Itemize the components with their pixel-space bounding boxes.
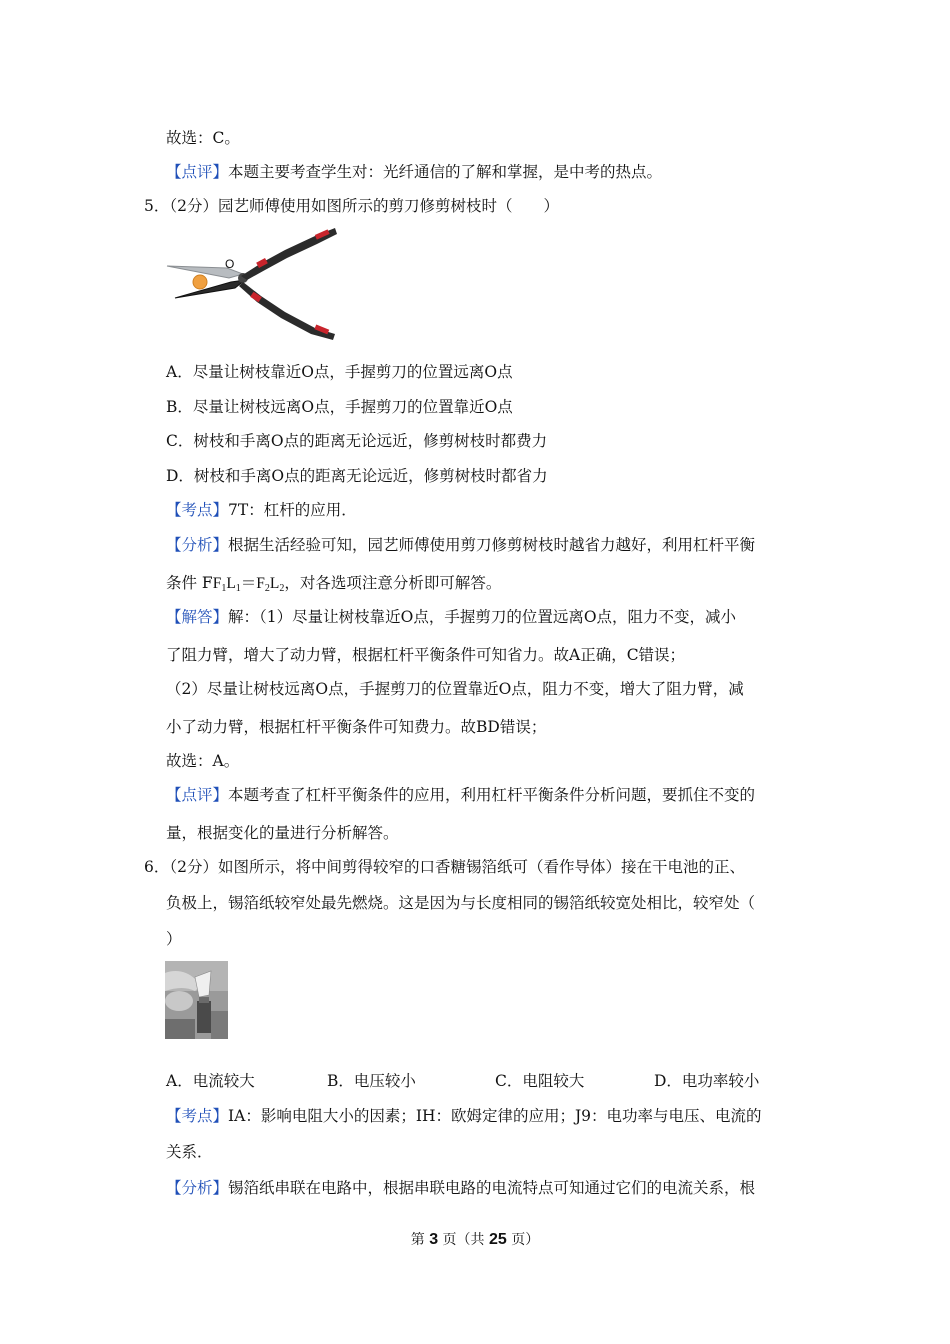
q6-kaodian bbox=[166, 1106, 762, 1126]
q6-option-d: D．电功率较小 bbox=[654, 1072, 760, 1090]
prev-answer: 故选：C。 bbox=[166, 129, 240, 147]
jieda-line-3: （2）尽量让树枝远离O点，手握剪刀的位置靠近O点，阻力不变，增大了阻力臂，减 bbox=[166, 680, 744, 698]
review-tag: 【点评】 bbox=[166, 163, 229, 181]
jieda-tag: 【解答】 bbox=[166, 608, 229, 626]
pruning-shears-figure bbox=[165, 222, 340, 344]
jieda-line-2: 了阻力臂，增大了动力臂，根据杠杆平衡条件可知省力。故A正确，C错误； bbox=[166, 646, 686, 664]
review-tag: 【点评】 bbox=[166, 786, 229, 804]
branch-dot bbox=[193, 275, 207, 289]
kaodian-text: 7T：杠杆的应用． bbox=[228, 501, 357, 519]
q5-option-d: D．树枝和手离O点的距离无论远近，修剪树枝时都省力 bbox=[166, 467, 548, 485]
pivot-label-o: O bbox=[225, 257, 235, 271]
kaodian-line-2: 关系． bbox=[166, 1143, 213, 1161]
fenxi-line-1: 锡箔纸串联在电路中，根据串联电路的电流特点可知通过它们的电流关系，根 bbox=[228, 1179, 756, 1197]
fenxi-line-1: 根据生活经验可知，园艺师傅使用剪刀修剪树枝时越省力越好，利用杠杆平衡 bbox=[228, 536, 756, 554]
battery-body bbox=[197, 1001, 211, 1033]
fenxi-tag: 【分析】 bbox=[166, 536, 229, 554]
fenxi-tag: 【分析】 bbox=[166, 1179, 229, 1197]
q5-kaodian bbox=[166, 500, 357, 520]
q6-option-c: C．电阻较大 bbox=[495, 1072, 585, 1090]
page-footer: 第 3 页（共 25 页） bbox=[410, 1231, 540, 1248]
q5-option-a: A．尽量让树枝靠近O点，手握剪刀的位置远离O点 bbox=[166, 363, 513, 381]
q6-stem-line-3: ） bbox=[166, 930, 182, 948]
lever-formula: $F_1L_1=F_2L_2$ bbox=[212, 575, 285, 594]
q6-fenxi bbox=[166, 1178, 755, 1198]
q6-option-b: B．电压较小 bbox=[327, 1072, 416, 1090]
jieda-line-1: 解：（1）尽量让树枝靠近O点，手握剪刀的位置远离O点，阻力不变，减小 bbox=[228, 608, 737, 626]
page-number: 3 bbox=[429, 1231, 439, 1248]
page-total: 25 bbox=[489, 1231, 507, 1248]
q5-option-b: B．尽量让树枝远离O点，手握剪刀的位置靠近O点 bbox=[166, 398, 513, 416]
q6-stem-line-1: 6．（2分）如图所示，将中间剪得较窄的口香糖锡箔纸可（看作导体）接在干电池的正、 bbox=[144, 858, 745, 876]
q5-review bbox=[166, 785, 755, 805]
review-line-2: 量，根据变化的量进行分析解答。 bbox=[166, 824, 399, 842]
review-line-1: 本题考查了杠杆平衡条件的应用，利用杠杆平衡条件分析问题，要抓住不变的 bbox=[228, 786, 756, 804]
q6-stem-line-2: 负极上，锡箔纸较窄处最先燃烧。这是因为与长度相同的锡箔纸较宽处相比，较窄处（ bbox=[166, 894, 756, 912]
kaodian-tag: 【考点】 bbox=[166, 501, 229, 519]
q6-option-a: A．电流较大 bbox=[166, 1072, 255, 1090]
review-text: 本题主要考查学生对：光纤通信的了解和掌握，是中考的热点。 bbox=[228, 163, 663, 181]
q5-fenxi-line-2: 条件 $FF_1L_1=F_2L_2$，对各选项注意分析即可解答。 bbox=[166, 574, 502, 594]
kaodian-line-1: IA：影响电阻大小的因素；IH：欧姆定律的应用；J9：电功率与电压、电流的 bbox=[228, 1107, 762, 1125]
q5-answer: 故选：A。 bbox=[166, 752, 240, 770]
q5-jieda bbox=[166, 607, 736, 627]
kaodian-tag: 【考点】 bbox=[166, 1107, 229, 1125]
shears-blade-lower bbox=[175, 280, 245, 298]
jieda-line-4: 小了动力臂，根据杠杆平衡条件可知费力。故BD错误； bbox=[166, 718, 547, 736]
prev-review bbox=[166, 162, 662, 182]
q5-fenxi bbox=[166, 535, 755, 555]
q5-option-c: C．树枝和手离O点的距离无论远近，修剪树枝时都费力 bbox=[166, 432, 548, 450]
q5-stem: 5．（2分）园艺师傅使用如图所示的剪刀修剪树枝时（ ） bbox=[144, 197, 559, 215]
tinfoil-battery-photo bbox=[165, 961, 228, 1039]
